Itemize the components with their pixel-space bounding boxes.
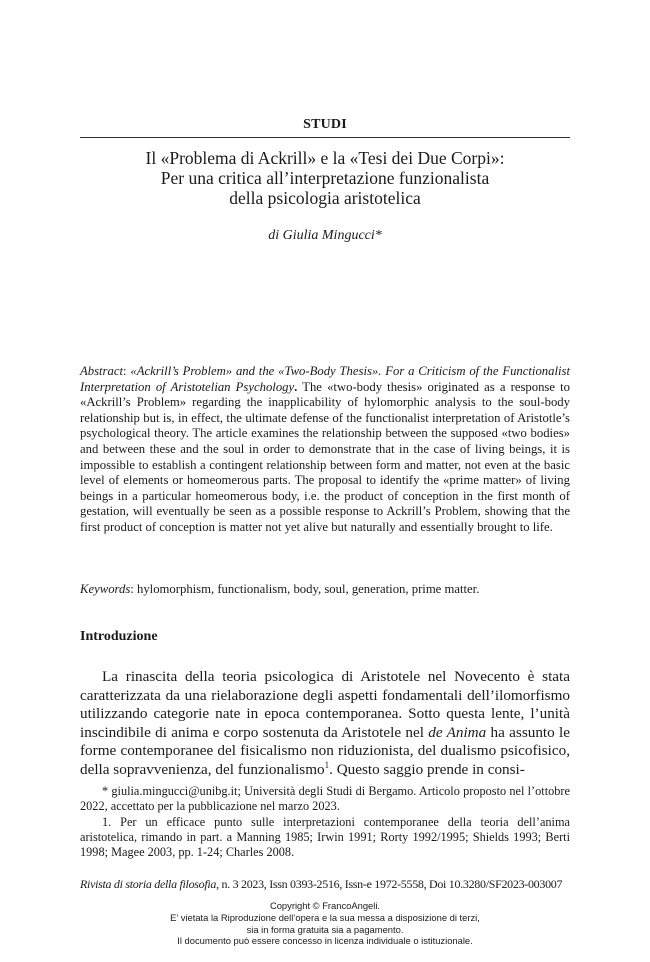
footnotes: [80, 784, 570, 860]
article-title: [80, 148, 570, 208]
title-line: della psicologia aristotelica: [229, 188, 421, 208]
footnote-author: * giulia.mingucci@unibg.it; Università degli Studi di Bergamo. Articolo proposto nel l’ottobre 2022, accettato per la pubblicazione nel marzo 2023.: [80, 784, 570, 814]
title-line: Per una critica all’interpretazione funzionalista: [160, 168, 490, 188]
title-line: Il «Problema di Ackrill» e la «Tesi dei Due Corpi»:: [145, 148, 505, 168]
body-italic-term: de Anima: [428, 723, 487, 741]
abstract-english-title: «Ackrill’s Problem» and the «Two-Body Thesis». For a Criticism of the Functionalist Interpretation of Aristotelian Psychology: [80, 364, 571, 394]
body-text-part: . Questo saggio prende in consi-: [329, 760, 525, 778]
abstract-label: Abstract: [80, 364, 123, 378]
section-label: STUDI: [303, 117, 347, 132]
keywords-label: Keywords: [80, 582, 131, 596]
copyright-line: sia in forma gratuita sia a pagamento.: [246, 923, 404, 935]
abstract-title-period: .: [294, 379, 298, 394]
body-text-part: La rinascita della teoria psicologica di Aristotele nel Novecento è stata caratterizzata da una rielaborazione degli aspetti fondamentali dell’ilomorfismo utilizzando categorie nate in epoca contemporanea. Sotto questa lente, l’unità inscindibile di anima e corpo sostenuta da Aristotele nel: [80, 668, 570, 741]
author-byline: di Giulia Mingucci*: [268, 228, 382, 243]
journal-details: , n. 3 2023, Issn 0393-2516, Issn-e 1972-5558, Doi 10.3280/SF2023-003007: [216, 877, 563, 891]
body-text-part: ha assunto le forme contemporanee del fisicalismo non riduzionista, del dualismo psicofisico, della sopravvenienza, del funzionalismo: [80, 723, 570, 778]
header-rule: [80, 137, 570, 138]
abstract-colon: :: [123, 364, 131, 378]
copyright-line: E’ vietata la Riproduzione dell’opera e la sua messa a disposizione di terzi,: [170, 911, 480, 923]
section-heading: Introduzione: [80, 629, 158, 644]
abstract-text: The «two-body thesis» originated as a response to «Ackrill’s Problem» regarding the inapplicability of hylomorphic analysis to the soul-body relationship but is, in effect, the ultimate defense of the functionalist interpretation of Aristotle’s psychological theory. The article examines the relationship between the supposed «two bodies» and between these and the soul in order to demonstrate that in the case of living beings, it is impossible to establish a contingent relationship between form and matter, not even at the basic level of elements or homeomerous parts. The proposal to identify the «prime matter» of living beings in a particular homeomerous body, i.e. the product of conception in the first month of gestation, will eventually be seen as a possible response to Ackrill’s Problem, showing that the first product of conception is matter not yet alive but naturally and essentially brought to life.: [80, 379, 570, 534]
copyright-notice: [60, 900, 590, 947]
abstract: [80, 364, 570, 536]
journal-citation: [80, 877, 570, 892]
copyright-line: Il documento può essere concesso in licenza individuale o istituzionale.: [177, 935, 473, 947]
keywords: [80, 582, 570, 598]
footnote-1: 1. Per un efficace punto sulle interpretazioni contemporanee della teoria dell’anima aristotelica, rimando in part. a Manning 1985; Irwin 1991; Rorty 1992/1995; Shields 1993; Berti 1998; Magee 2003, pp. 1-24; Charles 2008.: [80, 814, 570, 860]
journal-name: Rivista di storia della filosofia: [80, 877, 217, 891]
body-paragraph: [80, 668, 570, 780]
copyright-line: Copyright © FrancoAngeli.: [269, 900, 381, 911]
footnote-reference[interactable]: 1: [324, 759, 330, 770]
keywords-text: : hylomorphism, functionalism, body, soul, generation, prime matter.: [130, 582, 480, 596]
